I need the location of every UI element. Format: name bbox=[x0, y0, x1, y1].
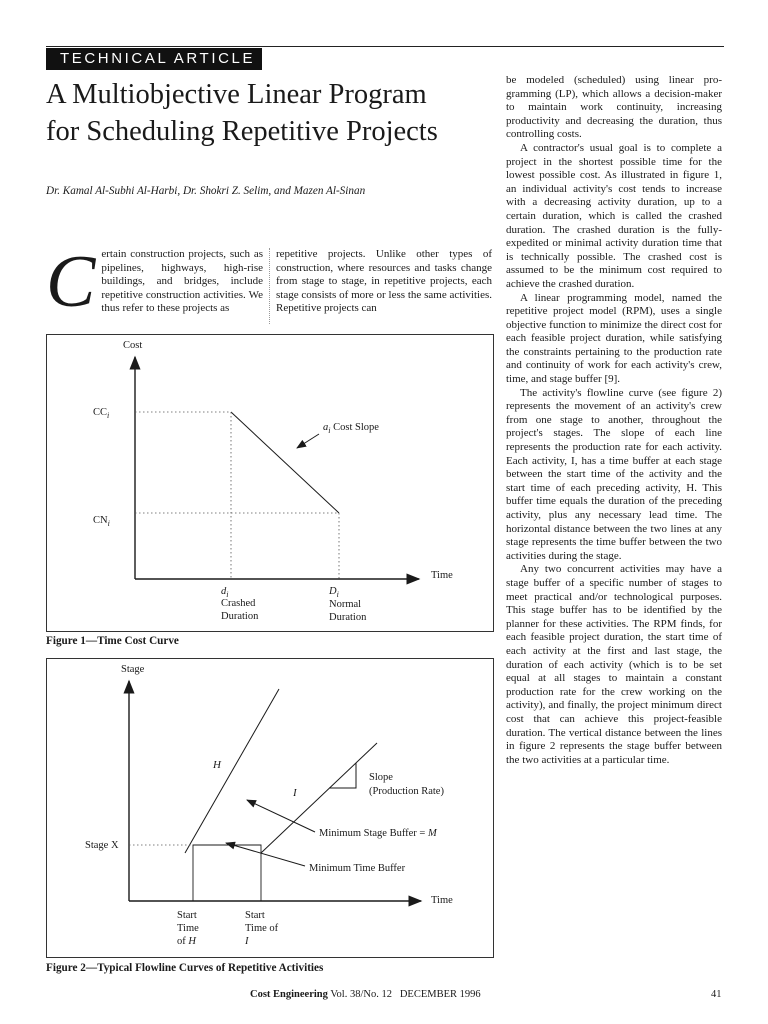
body-column-1 bbox=[46, 241, 263, 323]
start-h-label-3: of H bbox=[177, 936, 196, 947]
column-separator bbox=[269, 248, 270, 324]
cc-label: $CC_i$ bbox=[93, 407, 110, 420]
figure-2-caption: Figure 2—Typical Flowline Curves of Repetitive Activities bbox=[46, 962, 324, 974]
author-line: Dr. Kamal Al-Subhi Al-Harbi, Dr. Shokri Z. Selim, and Mazen Al-Sinan bbox=[46, 185, 366, 197]
figure-1-time-cost-curve bbox=[46, 334, 494, 632]
activity-h-label: H bbox=[213, 759, 221, 771]
title-line-2: for Scheduling Repetitive Projects bbox=[46, 116, 438, 147]
paragraph-5: Any two concurrent activities may have a stage buffer of a specific number of stages to meet practical and/or technological purposes. This stage buffer has to be identified by the planner for these activities. The RPM finds, for each feasible project duration, the start time of each activity at the first and last stage, the duration of each activity (which is to be set equal at all stages to maintain a constant production rate for the crew working on the activity), and finally, the project minimum direct cost that can achieve this project-feasible duration. The vertical distance between the lines in figure 2 represents the stage buffer between the two activities at a particular time. bbox=[506, 563, 722, 766]
start-h-label-1: Start bbox=[177, 910, 197, 921]
slope-label-1: Slope bbox=[369, 772, 393, 783]
stage-x-label: Stage X bbox=[85, 840, 119, 851]
figure-2-diagram bbox=[47, 659, 493, 957]
crashed-word-1: Crashed bbox=[221, 598, 256, 609]
paragraph-4: The activity's flowline curve (see figure 2) represents the movement of an activity's crew from one stage to another, throughout the project's stages. The slope of each line represents the production rate for each activity. Each activity, I, has a time buffer at each stage between the start time of the activity and the start time of each preceding activity, H. This buffer time equals the duration of the preceding activity, plus any necessary lead time. The horizontal distance between the two lines at any stage represents the time buffer between the two activities during the stage. bbox=[506, 386, 722, 562]
normal-duration-label: $D_i$ bbox=[329, 586, 339, 599]
crashed-duration-label: $d_i$ bbox=[221, 586, 229, 599]
activity-h-line bbox=[185, 689, 279, 853]
slope-label-2: (Production Rate) bbox=[369, 786, 444, 797]
time-buffer-arrow bbox=[226, 843, 305, 866]
paragraph-3: A linear programming model, named the repetitive project model (RPM), uses a single objective function to minimize the direct cost for each feasible project duration, while satisfying the constraints pertaining to the production rate and continuity of work for each activity's crew, time, and stage buffer [9]. bbox=[506, 291, 722, 386]
cn-label: $CN_i$ bbox=[93, 515, 110, 528]
time-buffer-label: Minimum Time Buffer bbox=[309, 863, 406, 874]
figure-1-caption: Figure 1—Time Cost Curve bbox=[46, 635, 179, 647]
top-rule bbox=[46, 46, 724, 47]
paragraph-1: be modeled (scheduled) using linear programming (LP), which allows a decision-maker to maintain work continuity, increasing productivity and decreasing the duration, thus controlling costs. bbox=[506, 74, 722, 141]
article-title bbox=[46, 76, 496, 150]
stage-buffer-label: Minimum Stage Buffer = M bbox=[319, 828, 437, 839]
time-axis-label: Time bbox=[431, 895, 453, 906]
page-number: 41 bbox=[711, 989, 722, 1000]
section-banner: TECHNICAL ARTICLE bbox=[46, 48, 262, 70]
crashed-word-2: Duration bbox=[221, 611, 259, 622]
start-i-label-1: Start bbox=[245, 910, 265, 921]
issue-info: Vol. 38/No. 12 DECEMBER 1996 bbox=[327, 989, 481, 1000]
stage-buffer-arrow bbox=[247, 800, 315, 832]
cost-slope-arrow bbox=[297, 434, 319, 448]
start-i-label-3: I bbox=[245, 936, 249, 947]
paragraph-2: A contractor's usual goal is to complete a project in the shortest possible time for the lowest possible cost. As illustrated in figure 1, an individual activity's cost tends to increase with a decreasing activity duration, up to a certain duration, which is called the crashed duration. The crashed duration is the fully-expedited or minimal activity duration time that is technically possible. The crashed cost is assumed to be the minimum cost required to achieve the crashed duration. bbox=[506, 141, 722, 290]
title-line-1: A Multiobjective Linear Program bbox=[46, 79, 427, 110]
start-i-label-2: Time of bbox=[245, 923, 279, 934]
figure-1-diagram bbox=[47, 335, 493, 631]
drop-cap: C bbox=[46, 241, 96, 323]
body-column-3 bbox=[506, 74, 722, 767]
time-axis-label: Time bbox=[431, 570, 453, 581]
cost-axis-label: Cost bbox=[123, 340, 143, 351]
column1-text: ertain construction projects, such as pipelines, highways, high-rise buildings, and bridges, include repetitive construction activities. We thus refer to these projects as bbox=[101, 248, 263, 315]
stage-axis-label: Stage bbox=[121, 664, 145, 675]
journal-name: Cost Engineering bbox=[250, 989, 328, 1000]
body-column-2 bbox=[276, 248, 492, 316]
normal-word-2: Duration bbox=[329, 612, 367, 623]
page-footer bbox=[250, 989, 481, 1000]
normal-word-1: Normal bbox=[329, 599, 362, 610]
cost-slope-label: $a_i$ Cost Slope bbox=[323, 422, 379, 435]
buffer-rectangle bbox=[193, 845, 261, 901]
activity-i-label: I bbox=[293, 787, 297, 799]
column2-text: repetitive projects. Unlike other types of construction, where resources and tasks change from stage to stage, in repetitive projects, each stage consists of more or less the same activities. Repetitive projects can bbox=[276, 248, 492, 315]
figure-2-flowline-curves bbox=[46, 658, 494, 958]
start-h-label-2: Time bbox=[177, 923, 199, 934]
